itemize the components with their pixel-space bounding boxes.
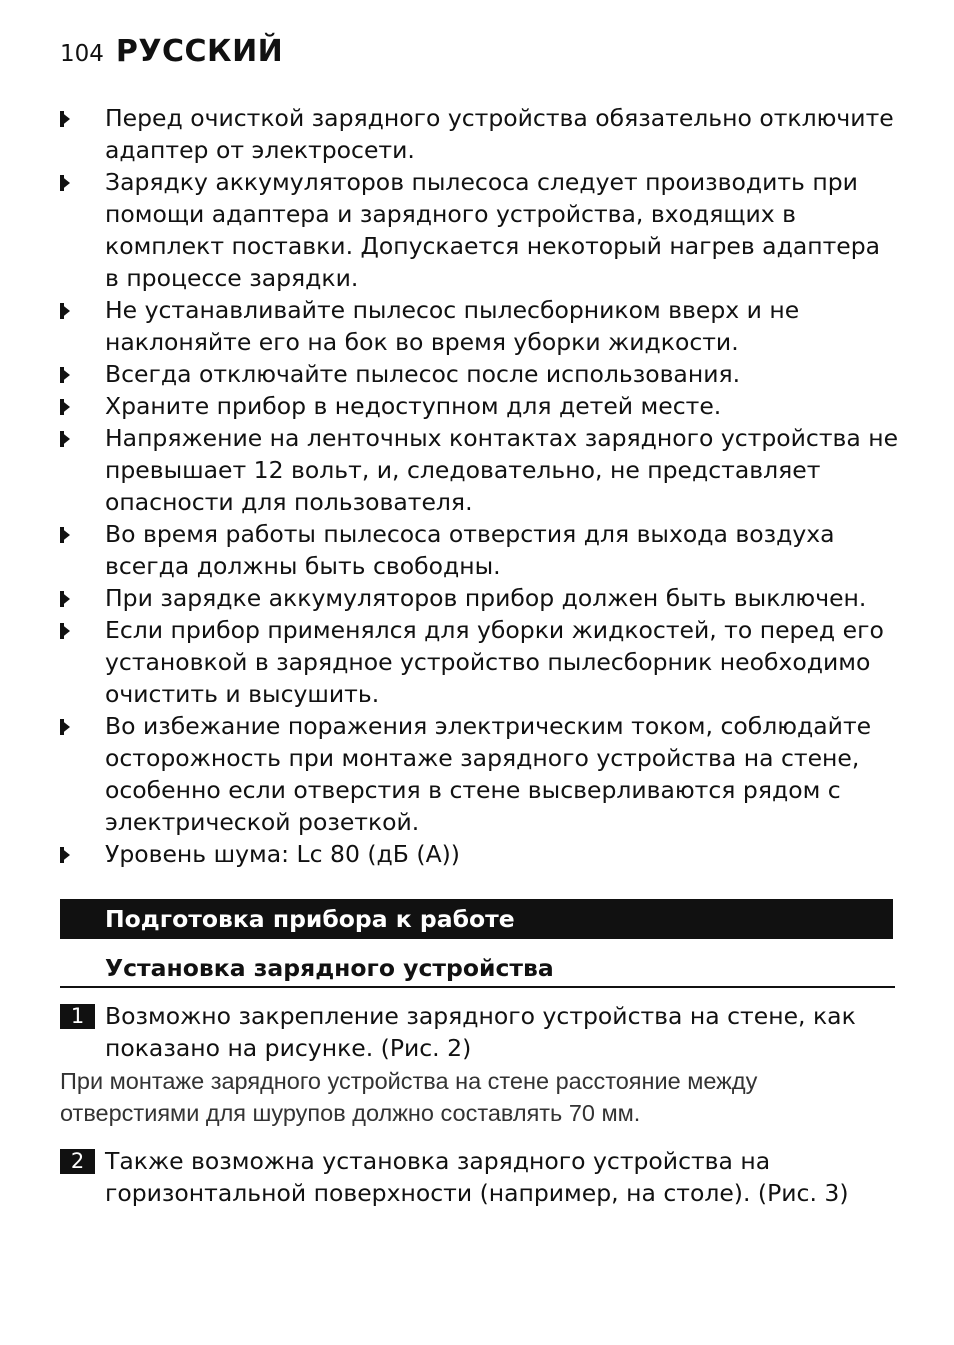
bullet-text: Перед очисткой зарядного устройства обязательно отключите адаптер от электросети. — [105, 104, 894, 164]
bullet-text: Напряжение на ленточных контактах зарядного устройства не превышает 12 вольт, и, следовательно, не представляет опасности для пользователя. — [105, 424, 899, 516]
bullet-text: Во избежание поражения электрическим током, соблюдайте осторожность при монтаже зарядного устройства на стене, особенно если отверстия в стене высверливаются рядом с электрической розеткой. — [105, 712, 872, 836]
bullet-icon — [60, 303, 70, 319]
section-heading: Подготовка прибора к работе — [60, 899, 893, 939]
bullet-text: Во время работы пылесоса отверстия для выхода воздуха всегда должны быть свободны. — [105, 520, 835, 580]
list-item — [60, 422, 900, 518]
bullet-icon — [60, 175, 70, 191]
bullet-text: Всегда отключайте пылесос после использования. — [105, 360, 741, 388]
bullet-icon — [60, 111, 70, 127]
list-item — [60, 166, 900, 294]
safety-bullet-list — [60, 102, 900, 870]
list-item — [60, 518, 900, 582]
step-item — [60, 1000, 900, 1064]
list-item — [60, 102, 900, 166]
step-text: Возможно закрепление зарядного устройства на стене, как показано на рисунке. (Рис. 2) — [105, 1002, 856, 1062]
step-number-badge: 1 — [60, 1004, 95, 1029]
bullet-icon — [60, 719, 70, 735]
list-item — [60, 582, 900, 614]
step-item — [60, 1145, 900, 1209]
step-text: Также возможна установка зарядного устройства на горизонтальной поверхности (например, на столе). (Рис. 3) — [105, 1147, 849, 1207]
list-item — [60, 838, 900, 870]
list-item — [60, 358, 900, 390]
bullet-icon — [60, 431, 70, 447]
bullet-icon — [60, 367, 70, 383]
bullet-text: Храните прибор в недоступном для детей месте. — [105, 392, 722, 420]
subsection-heading: Установка зарядного устройства — [60, 950, 895, 988]
step-number-badge: 2 — [60, 1149, 95, 1174]
bullet-icon — [60, 399, 70, 415]
bullet-icon — [60, 847, 70, 863]
list-item — [60, 710, 900, 838]
bullet-text: Не устанавливайте пылесос пылесборником вверх и не наклоняйте его на бок во время уборки жидкости. — [105, 296, 800, 356]
bullet-text: Если прибор применялся для уборки жидкостей, то перед его установкой в зарядное устройство пылесборник необходимо очистить и высушить. — [105, 616, 884, 708]
bullet-text: При зарядке аккумуляторов прибор должен быть выключен. — [105, 584, 867, 612]
bullet-text: Зарядку аккумуляторов пылесоса следует производить при помощи адаптера и зарядного устройства, входящих в комплект поставки. Допускается некоторый нагрев адаптера в процессе зарядки. — [105, 168, 881, 292]
note-text: При монтаже зарядного устройства на стене расстояние между отверстиями для шурупов должно составлять 70 мм. — [60, 1068, 758, 1126]
bullet-icon — [60, 623, 70, 639]
page-number: 104 — [60, 41, 104, 67]
language-heading: РУССКИЙ — [115, 34, 284, 69]
bullet-icon — [60, 527, 70, 543]
list-item — [60, 390, 900, 422]
page-header — [60, 34, 283, 69]
list-item — [60, 294, 900, 358]
list-item — [60, 614, 900, 710]
bullet-text: Уровень шума: Lc 80 (дБ (A)) — [105, 840, 460, 868]
bullet-icon — [60, 591, 70, 607]
